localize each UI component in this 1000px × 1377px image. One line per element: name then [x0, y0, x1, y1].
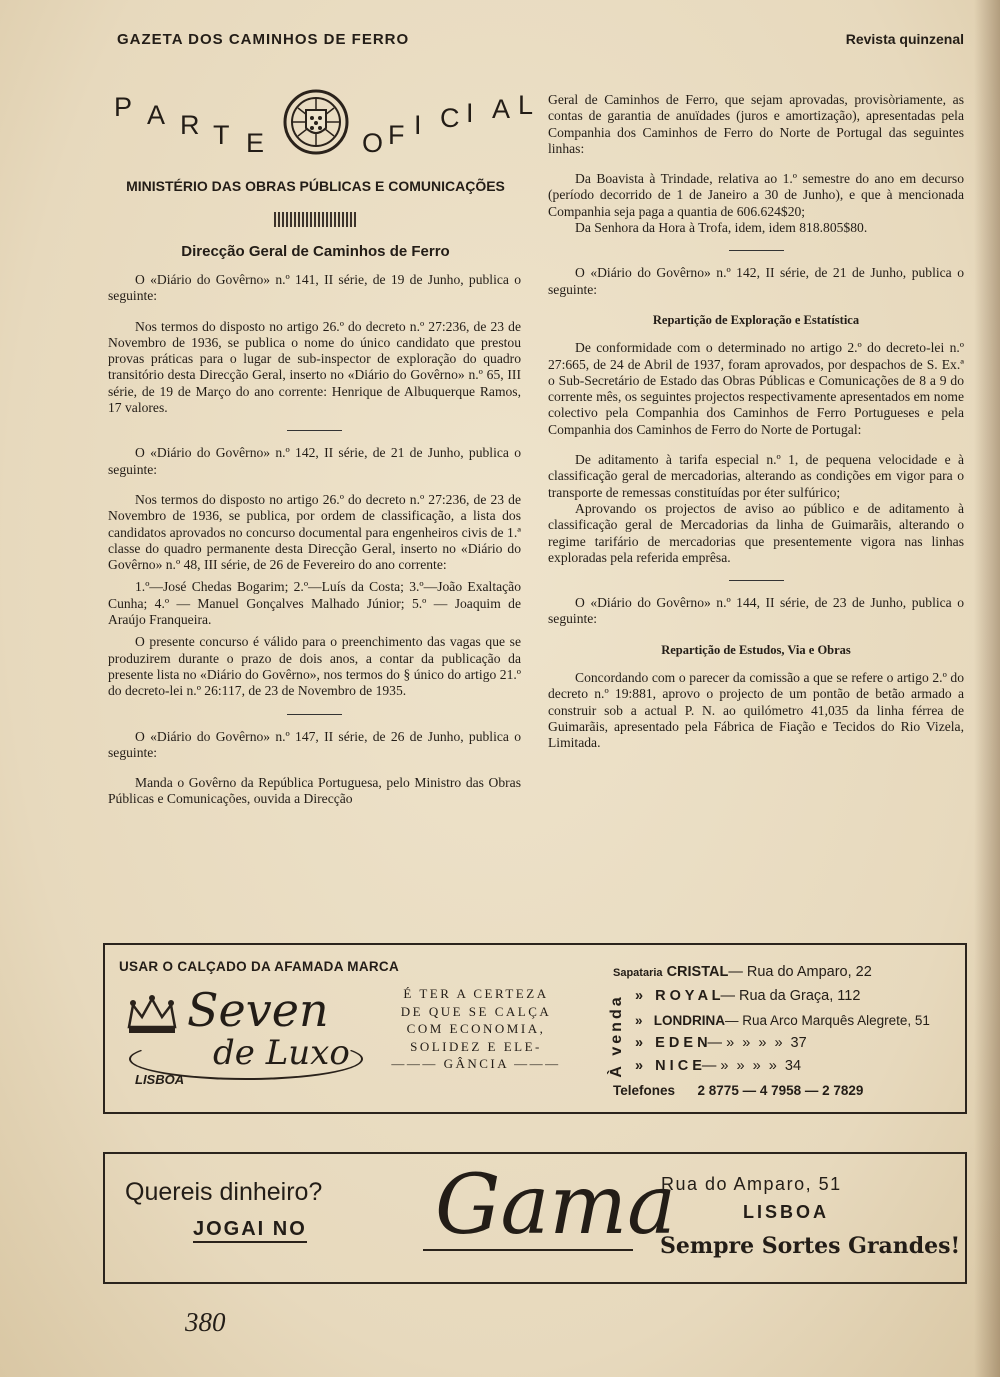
- slogan-line-end: GÂNCIA: [443, 1056, 509, 1071]
- ministry-heading: MINISTÉRIO DAS OBRAS PÚBLICAS E COMUNICAÇÕES: [126, 178, 505, 194]
- page-number: 380: [185, 1307, 226, 1337]
- shop-prefix: »: [635, 988, 644, 1005]
- brand-city: LISBOA: [135, 1072, 185, 1087]
- parte-oficial-title: [112, 88, 534, 158]
- shop-name: R O Y A L: [655, 988, 721, 1005]
- title-letter: E: [246, 128, 265, 158]
- shoe-advertisement: [103, 943, 967, 1114]
- section-heading: Repartição de Estudos, Via e Obras: [661, 642, 851, 657]
- brand-underline: [423, 1249, 633, 1251]
- separator-rule: [287, 430, 342, 431]
- shop-row: [613, 1032, 948, 1055]
- title-letter: L: [518, 90, 534, 120]
- ornament-divider: [274, 212, 356, 227]
- shop-prefix: »: [635, 1034, 644, 1051]
- shop-address: — Rua Arco Marquês Alegrete, 51: [725, 1012, 930, 1028]
- page-edge-shadow: [974, 0, 1000, 1377]
- shop-prefix: Sapataria: [613, 967, 663, 979]
- shop-name: LONDRINA: [653, 1012, 726, 1028]
- left-column: [108, 272, 521, 808]
- title-letter: A: [147, 100, 166, 130]
- ad-tagline: Sempre Sortes Grandes!: [660, 1233, 961, 1259]
- shop-address: — » » » » 37: [707, 1034, 807, 1051]
- paragraph: De conformidade com o determinado no artigo 2.º do decreto-lei n.º 27:665, de 24 de Abril de 1937, foram aprovados, por despachos de S. Ex.ª o Sub-Secretário de Estado das Obras Públicas e Comunicações de 8 a 9 do corrente mês, os seguintes projectos respectivamente apresentados em nome colectivo pela Companhia dos Caminhos de Ferro Portugueses e pela Companhia dos Caminhos de Ferro do Norte de Portugal:: [548, 340, 964, 437]
- title-letter: F: [388, 120, 405, 150]
- phones-label: Telefones: [613, 1083, 676, 1098]
- paragraph: Da Boavista à Trindade, relativa ao 1.º semestre do ano em decurso (período decorrido de 1 de Janeiro a 30 de Junho), e que à mencionada Companhia seja paga a quantia de 606.624$20;: [548, 171, 964, 219]
- shop-address: — » » » » 34: [701, 1058, 802, 1075]
- paragraph: O «Diário do Govêrno» n.º 142, II série, de 21 de Junho, publica o seguinte:: [548, 265, 964, 297]
- right-column: [548, 92, 964, 752]
- brand-seven: Seven: [187, 983, 329, 1037]
- shop-prefix: »: [635, 1058, 644, 1075]
- ad-headline: USAR O CALÇADO DA AFAMADA MARCA: [119, 959, 400, 974]
- paragraph: Manda o Govêrno da República Portuguesa, pelo Ministro das Obras Públicas e Comunicações, ouvida a Direcção: [108, 775, 521, 807]
- slogan-line: ——— GÂNCIA ———: [391, 1056, 561, 1071]
- paragraph: Nos termos do disposto no artigo 26.º do decreto n.º 27:236, de 23 de Novembro de 1936, se publica o nome do único candidato que prestou provas práticas para o lugar de sub-inspector de exploração do quadro transitório desta Direcção Geral, inserto no «Diário do Govêrno» n.º 65, III série, de 19 de Março do ano corrente: Henrique de Albuquerque Ramos, 17 valores.: [108, 318, 521, 416]
- shop-name: E D E N: [655, 1034, 708, 1051]
- title-letter: T: [213, 120, 230, 150]
- title-letter: R: [180, 110, 200, 140]
- slogan-line: COM ECONOMIA,: [406, 1021, 546, 1036]
- paragraph: O «Diário do Govêrno» n.º 147, II série, de 26 de Junho, publica o seguinte:: [108, 728, 521, 760]
- publication-title: GAZETA DOS CAMINHOS DE FERRO: [117, 31, 410, 48]
- brand-de-luxo: de Luxo: [213, 1033, 350, 1073]
- coat-of-arms-emblem: [282, 88, 350, 156]
- ad-city: LISBOA: [743, 1202, 830, 1222]
- publication-subtitle: Revista quinzenal: [845, 31, 964, 47]
- paragraph: De aditamento à tarifa especial n.º 1, de pequena velocidade e à classificação geral de mercadorias, alterando as condições em vigor para o transporte de remessas constituídas por éter sulfúrico;: [548, 452, 964, 500]
- paragraph: O «Diário do Govêrno» n.º 144, II série, de 23 de Junho, publica o seguinte:: [548, 595, 964, 627]
- shop-row: [613, 985, 948, 1008]
- separator-rule: [729, 250, 784, 251]
- separator-rule: [287, 714, 342, 715]
- shop-name: CRISTAL: [666, 964, 729, 980]
- slogan-line: DE QUE SE CALÇA: [400, 1003, 552, 1019]
- ad-question: Quereis dinheiro?: [125, 1178, 323, 1206]
- slogan-line: É TER A CERTEZA: [403, 986, 549, 1001]
- direccao-heading: Direcção Geral de Caminhos de Ferro: [181, 243, 450, 260]
- shop-name: N I C E: [655, 1058, 702, 1075]
- shop-address: — Rua do Amparo, 22: [728, 964, 872, 980]
- paragraph: O «Diário do Govêrno» n.º 141, II série, de 19 de Junho, publica o seguinte:: [108, 272, 521, 304]
- crown-icon: [125, 993, 179, 1035]
- title-letter: A: [492, 94, 511, 124]
- title-letter: P: [114, 92, 133, 122]
- separator-rule: [729, 580, 784, 581]
- phones-line: [613, 1083, 863, 1098]
- shop-row: [613, 1055, 948, 1078]
- paragraph: O «Diário do Govêrno» n.º 142, II série, de 21 de Junho, publica o seguinte:: [108, 445, 521, 477]
- lottery-advertisement: [103, 1152, 967, 1284]
- shop-address: — Rua da Graça, 112: [720, 988, 861, 1005]
- paragraph: Nos termos do disposto no artigo 26.º do decreto n.º 27:236, de 23 de Novembro de 1936, se publica, por ordem de classificação, a lista dos candidatos aprovados no concurso documental para engenheiros civis de 1.ª classe do quadro permanente desta Direcção Geral, inserto no «Diário do Govêrno» n.º 48, III série, de 26 de Fevereiro do ano corrente:: [108, 491, 521, 573]
- ad-address: Rua do Amparo, 51: [661, 1174, 842, 1194]
- paragraph: Da Senhora da Hora à Trofa, idem, idem 818.805$80.: [575, 220, 868, 236]
- title-letter: C: [440, 103, 460, 133]
- paragraph: 1.º—José Chedas Bogarim; 2.º—Luís da Costa; 3.º—João Exaltação Cunha; 4.º — Manuel Gonçalves Malhado Júnior; 5.º — Joaquim de Araújo Franqueira.: [108, 579, 521, 628]
- side-label-a-venda: À venda: [608, 994, 625, 1078]
- ad-action: JOGAI NO: [193, 1218, 307, 1243]
- shop-row: [613, 1009, 948, 1032]
- section-heading: Repartição de Exploração e Estatística: [652, 312, 860, 327]
- shop-row: [613, 961, 948, 985]
- paragraph: Aprovando os projectos de aviso ao público e de aditamento à classificação geral de Mercadorias da linha de Guimarãis, alterando o regime tarifário de mercadorias que presentemente vigora nas linhas exploradas pela referida emprêsa.: [548, 500, 964, 565]
- title-letter: I: [466, 98, 474, 128]
- paragraph: Concordando com o parecer da comissão a que se refere o artigo 2.º do decreto n.º 19:881, aprovo o projecto de um pontão de betão armado a construir sob a actual P. N. ao quilómetro 41,035 da linha férrea de Guimarãis, apresentado pela Fábrica de Fiação e Tecidos do Rio Vizela, Limitada.: [548, 670, 964, 751]
- ad-slogan: [390, 985, 562, 1073]
- brand-gama: Gama: [435, 1158, 677, 1253]
- shop-list: [613, 961, 948, 1078]
- slogan-line: SOLIDEZ E ELE-: [410, 1038, 542, 1054]
- title-letter: O: [362, 128, 384, 158]
- shop-prefix: »: [635, 1012, 643, 1028]
- phones-numbers: 2 8775 — 4 7958 — 2 7829: [697, 1083, 864, 1098]
- paragraph: Geral de Caminhos de Ferro, que sejam aprovadas, provisòriamente, as contas de garantia de anuïdades (juros e amortização), apresentadas pela Companhia dos Caminhos de Ferro do Norte de Portugal das seguintes linhas:: [548, 92, 964, 156]
- paragraph: O presente concurso é válido para o preenchimento das vagas que se produzirem durante o prazo de dois anos, a contar da publicação da presente lista no «Diário do Govêrno», nos termos do § único do artigo 21.º do decreto-lei n.º 26:117, de 23 de Novembro de 1935.: [108, 634, 521, 699]
- title-letter: I: [414, 110, 422, 140]
